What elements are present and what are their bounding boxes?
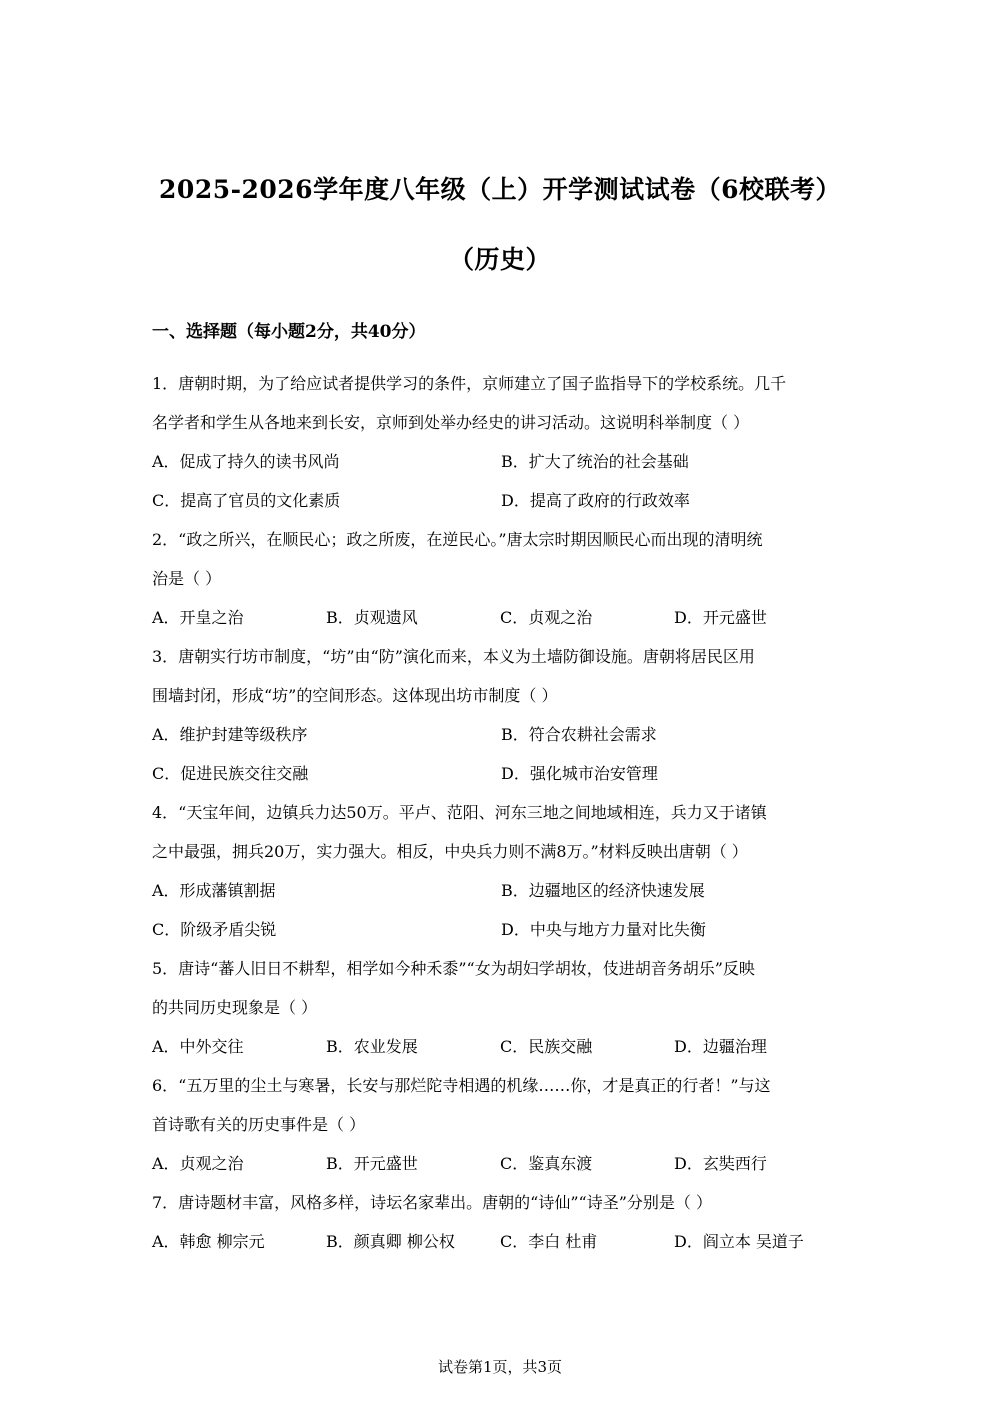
option-b: B．贞观遗风 [326, 608, 418, 627]
option-d: D．开元盛世 [674, 608, 767, 627]
exam-subject: （历史） [448, 245, 551, 274]
option-row [152, 1222, 852, 1261]
option-d: D．玄奘西行 [674, 1154, 767, 1173]
question-stem-line: 2．“政之所兴，在顺民心；政之所废，在逆民心。”唐太宗时期因顺民心而出现的清明统 [152, 530, 763, 549]
option-row [152, 481, 852, 520]
option-d: D．阎立本 吴道子 [674, 1232, 804, 1251]
question-stem-line: 3．唐朝实行坊市制度，“坊”由“防”演化而来，本义为土墙防御设施。唐朝将居民区用 [152, 647, 755, 666]
option-d: D．中央与地方力量对比失衡 [501, 920, 706, 939]
option-c: C．阶级矛盾尖锐 [152, 920, 277, 939]
option-b: B．符合农耕社会需求 [501, 725, 657, 744]
question-stem-line: 之中最强，拥兵20万，实力强大。相反，中央兵力则不满8万。”材料反映出唐朝（ ） [152, 842, 748, 861]
option-c: C．促进民族交往交融 [152, 764, 309, 783]
question-4 [152, 793, 852, 949]
option-row [152, 871, 852, 910]
section-heading: 一、选择题（每小题2分，共40分） [152, 322, 426, 342]
question-list [152, 364, 852, 1261]
option-row [152, 754, 852, 793]
option-b: B．扩大了统治的社会基础 [501, 452, 689, 471]
question-7 [152, 1183, 852, 1261]
question-stem-line: 名学者和学生从各地来到长安，京师到处举办经史的讲习活动。这说明科举制度（ ） [152, 413, 750, 432]
option-a: A．形成藩镇割据 [152, 881, 276, 900]
option-d: D．强化城市治安管理 [501, 764, 658, 783]
option-c: C．提高了官员的文化素质 [152, 491, 341, 510]
question-stem-line: 4．“天宝年间，边镇兵力达50万。平卢、范阳、河东三地之间地域相连，兵力又于诸镇 [152, 803, 767, 822]
question-stem-line: 治是（ ） [152, 569, 222, 588]
question-stem-line: 5．唐诗“蕃人旧日不耕犁，相学如今种禾黍”“女为胡妇学胡妆，伎进胡音务胡乐”反映 [152, 959, 755, 978]
option-a: A．中外交往 [152, 1037, 244, 1056]
question-stem-line: 的共同历史现象是（ ） [152, 998, 318, 1017]
option-row [152, 442, 852, 481]
option-d: D．边疆治理 [674, 1037, 767, 1056]
question-1 [152, 364, 852, 520]
option-d: D．提高了政府的行政效率 [501, 491, 690, 510]
question-stem-line: 围墙封闭，形成“坊”的空间形态。这体现出坊市制度（ ） [152, 686, 558, 705]
option-a: A．韩愈 柳宗元 [152, 1232, 265, 1251]
option-a: A．开皇之治 [152, 608, 244, 627]
question-3 [152, 637, 852, 793]
option-c: C．民族交融 [500, 1037, 593, 1056]
option-b: B．农业发展 [326, 1037, 418, 1056]
question-stem-line: 6．“五万里的尘土与寒暑，长安与那烂陀寺相遇的机缘……你，才是真正的行者！”与这 [152, 1076, 771, 1095]
option-b: B．颜真卿 柳公权 [326, 1232, 455, 1251]
option-row [152, 715, 852, 754]
question-2 [152, 520, 852, 637]
option-row [152, 598, 852, 637]
question-5 [152, 949, 852, 1066]
option-b: B．开元盛世 [326, 1154, 418, 1173]
question-6 [152, 1066, 852, 1183]
option-a: A．维护封建等级秩序 [152, 725, 308, 744]
option-a: A．促成了持久的读书风尚 [152, 452, 340, 471]
option-b: B．边疆地区的经济快速发展 [501, 881, 705, 900]
option-c: C．李白 杜甫 [500, 1232, 598, 1251]
page-footer: 试卷第1页，共3页 [437, 1358, 563, 1376]
option-a: A．贞观之治 [152, 1154, 244, 1173]
question-stem-line: 首诗歌有关的历史事件是（ ） [152, 1115, 366, 1134]
option-row [152, 1144, 852, 1183]
question-stem-line: 7．唐诗题材丰富，风格多样，诗坛名家辈出。唐朝的“诗仙”“诗圣”分别是（ ） [152, 1193, 712, 1212]
option-c: C．鉴真东渡 [500, 1154, 593, 1173]
option-row [152, 1027, 852, 1066]
option-c: C．贞观之治 [500, 608, 593, 627]
option-row [152, 910, 852, 949]
question-stem-line: 1．唐朝时期，为了给应试者提供学习的条件，京师建立了国子监指导下的学校系统。几千 [152, 374, 787, 393]
exam-title: 2025-2026学年度八年级（上）开学测试试卷（6校联考） [159, 175, 841, 204]
